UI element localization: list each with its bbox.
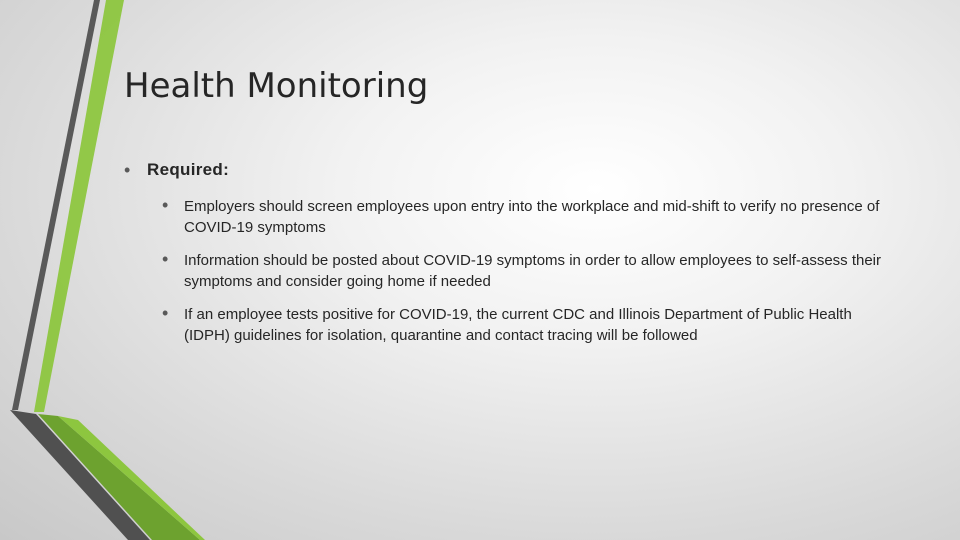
sub-bullet-positive-test <box>162 304 884 346</box>
slide-title: Health Monitoring <box>124 66 429 106</box>
bullet-required <box>124 156 884 184</box>
sub-bullet-text: Information should be posted about COVID-19 symptoms in order to allow employees to self-assess their symptoms and consider going home if needed <box>184 252 882 290</box>
bullet-dot-icon: • <box>162 249 169 269</box>
sub-bullet-information <box>162 250 884 292</box>
sub-bullet-list <box>162 196 884 346</box>
bullet-label: Required: <box>147 160 230 179</box>
bullet-dot-icon: • <box>162 303 169 323</box>
sub-bullet-screening <box>162 196 884 238</box>
bullet-dot-icon: • <box>162 195 169 215</box>
sub-bullet-text: Employers should screen employees upon entry into the workplace and mid-shift to verify no presence of COVID-19 symptoms <box>184 198 880 236</box>
bullet-dot-icon: • <box>124 160 131 180</box>
sub-bullet-text: If an employee tests positive for COVID-19, the current CDC and Illinois Department of Public Health (IDPH) guidelines for isolation, quarantine and contact tracing will be followed <box>184 306 852 344</box>
green-stripe <box>34 0 124 412</box>
content-body <box>124 156 884 358</box>
